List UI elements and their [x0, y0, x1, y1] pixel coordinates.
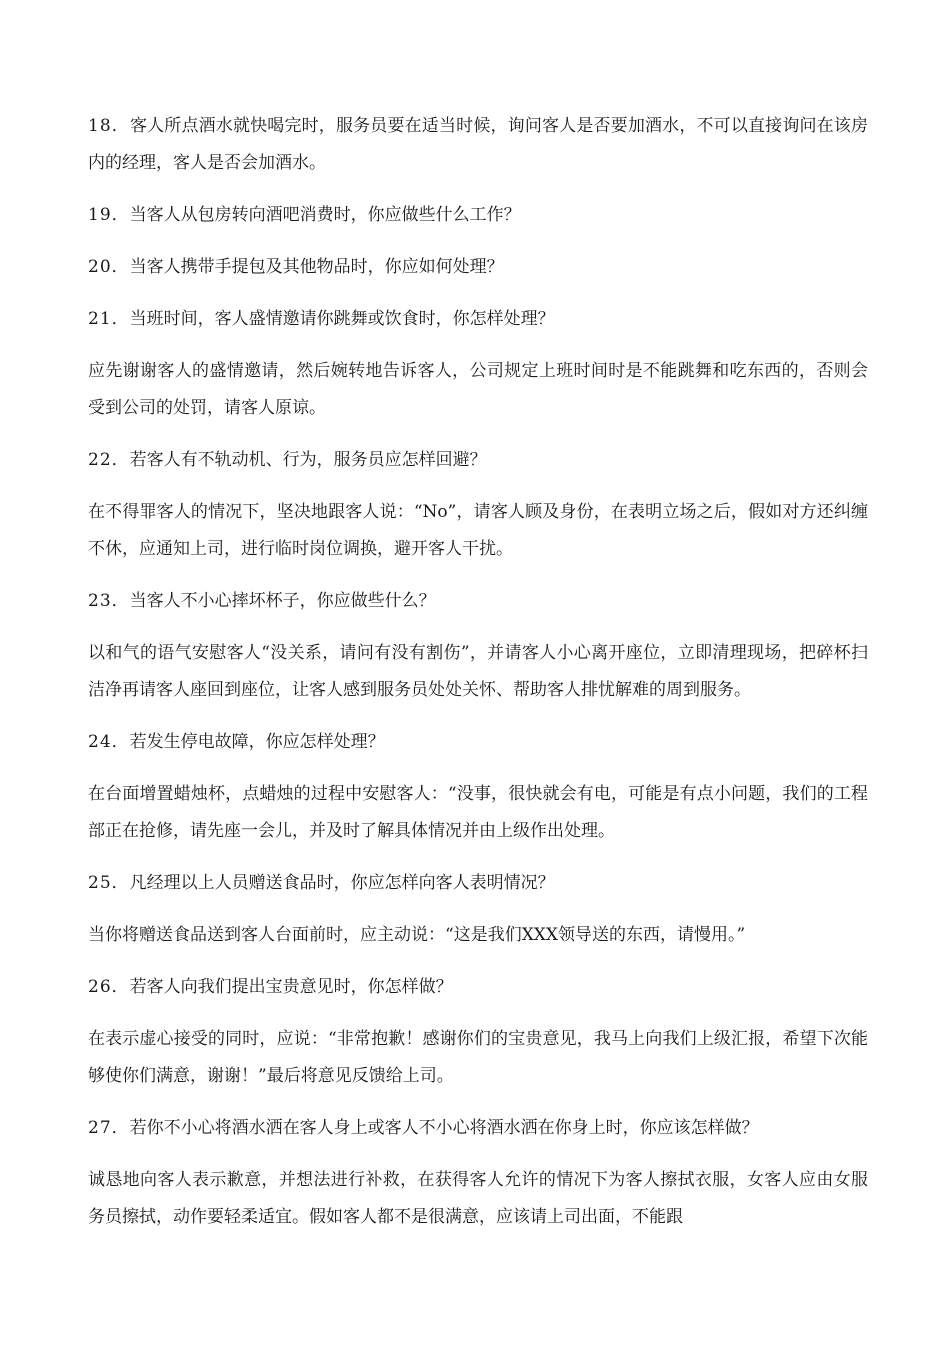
question-21 — [88, 301, 868, 338]
question-26 — [88, 969, 868, 1006]
question-25 — [88, 865, 868, 902]
answer-23: 以和气的语气安慰客人“没关系，请问有没有割伤”，并请客人小心离开座位，立即清理现场，把碎杯扫洁净再请客人座回到座位，让客人感到服务员处处关怀、帮助客人排忧解难的周到服务。 — [88, 643, 868, 700]
question-text: 若你不小心将酒水洒在客人身上或客人不小心将酒水洒在你身上时，你应该怎样做？ — [129, 1118, 759, 1138]
answer-24: 在台面增置蜡烛杯，点蜡烛的过程中安慰客人：“没事，很快就会有电，可能是有点小问题，我们的工程部正在抢修，请先座一会儿，并及时了解具体情况并由上级作出处理。 — [88, 784, 868, 841]
question-text: 当客人不小心摔坏杯子，你应做些什么？ — [129, 591, 436, 611]
question-number: 19． — [88, 205, 130, 225]
question-22 — [88, 442, 868, 479]
question-number: 18． — [88, 116, 130, 136]
question-text: 当客人从包房转向酒吧消费时，你应做些什么工作？ — [129, 205, 521, 225]
question-text: 若发生停电故障，你应怎样处理？ — [129, 732, 385, 752]
answer-22: 在不得罪客人的情况下，坚决地跟客人说：“No”，请客人顾及身份，在表明立场之后，假如对方还纠缠不休，应通知上司，进行临时岗位调换，避开客人干扰。 — [88, 502, 868, 559]
question-text: 当客人携带手提包及其他物品时，你应如何处理？ — [129, 257, 504, 277]
question-20 — [88, 249, 868, 286]
question-text: 凡经理以上人员赠送食品时，你应怎样向客人表明情况？ — [129, 873, 555, 893]
question-19 — [88, 197, 868, 234]
question-27 — [88, 1110, 868, 1147]
question-23 — [88, 583, 868, 620]
question-text: 客人所点酒水就快喝完时，服务员要在适当时候，询问客人是否要加酒水，不可以直接询问在该房内的经理，客人是否会加酒水。 — [88, 116, 868, 173]
answer-26: 在表示虚心接受的同时，应说：“非常抱歉！感谢你们的宝贵意见，我马上向我们上级汇报，希望下次能够使你们满意，谢谢！”最后将意见反馈给上司。 — [88, 1029, 868, 1086]
question-number: 22． — [88, 450, 130, 470]
question-number: 27． — [88, 1118, 130, 1138]
question-number: 26． — [88, 977, 130, 997]
answer-27: 诚恳地向客人表示歉意，并想法进行补救，在获得客人允许的情况下为客人擦拭衣服，女客人应由女服务员擦拭，动作要轻柔适宜。假如客人都不是很满意，应该请上司出面，不能跟 — [88, 1170, 868, 1227]
question-number: 24． — [88, 732, 130, 752]
question-text: 若客人有不轨动机、行为，服务员应怎样回避？ — [129, 450, 487, 470]
question-number: 25． — [88, 873, 130, 893]
answer-21: 应先谢谢客人的盛情邀请，然后婉转地告诉客人，公司规定上班时间时是不能跳舞和吃东西的，否则会受到公司的处罚，请客人原谅。 — [88, 361, 868, 418]
question-24 — [88, 724, 868, 761]
question-18 — [88, 108, 868, 182]
question-text: 当班时间，客人盛情邀请你跳舞或饮食时，你怎样处理？ — [129, 309, 555, 329]
question-number: 21． — [88, 309, 130, 329]
question-number: 20． — [88, 257, 130, 277]
document-body — [88, 108, 868, 1251]
answer-25: 当你将赠送食品送到客人台面前时，应主动说：“这是我们XXX领导送的东西，请慢用。” — [88, 925, 746, 945]
question-text: 若客人向我们提出宝贵意见时，你怎样做？ — [129, 977, 453, 997]
question-number: 23． — [88, 591, 130, 611]
